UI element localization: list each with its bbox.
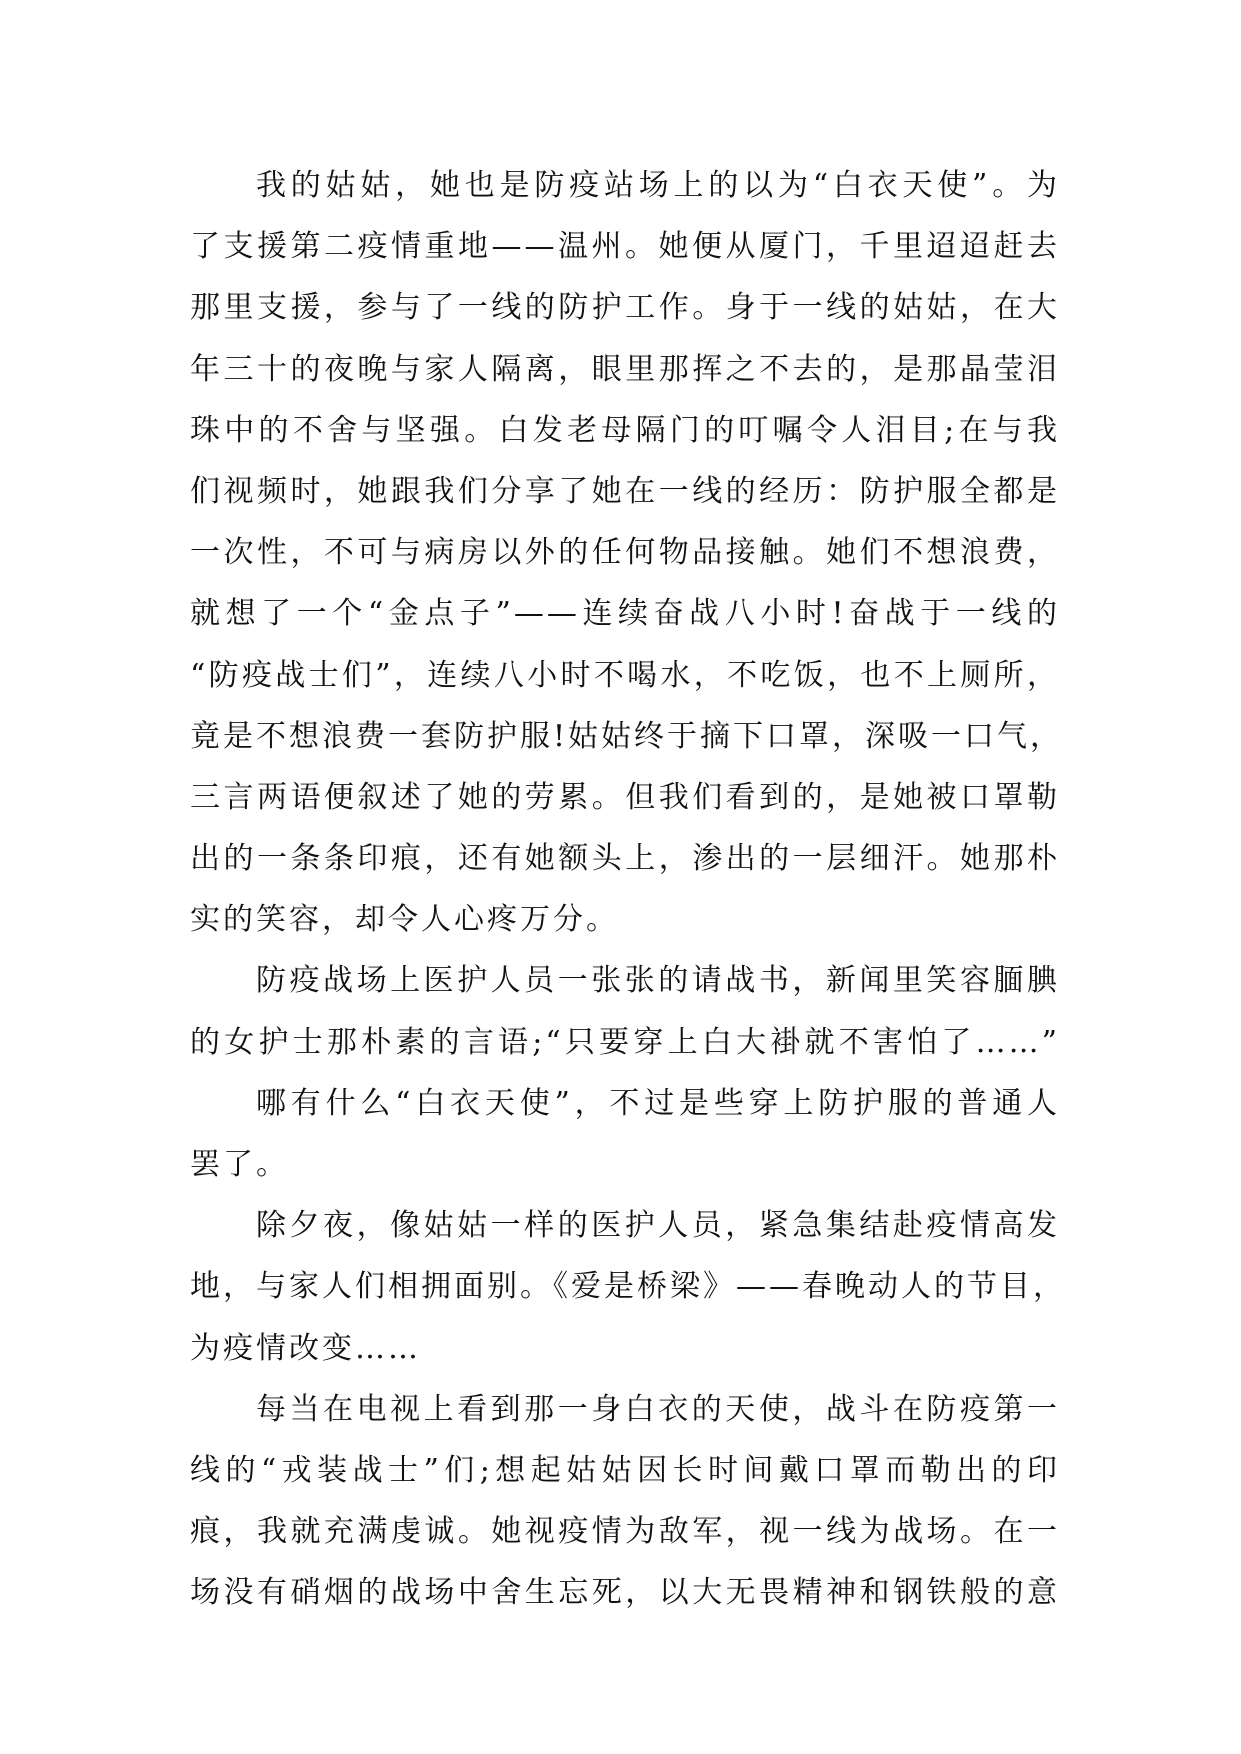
text-line: 出的一条条印痕，还有她额头上，渗出的一层细汗。她那朴	[190, 841, 1060, 877]
text-line: 们视频时，她跟我们分享了她在一线的经历：防护服全都是	[190, 473, 1060, 509]
text-line: 痕，我就充满虔诚。她视疫情为敌军，视一线为战场。在一	[190, 1514, 1060, 1550]
text-line: “防疫战士们”，连续八小时不喝水，不吃饭，也不上厕所，	[190, 657, 1060, 693]
text-line: 的女护士那朴素的言语;“只要穿上白大褂就不害怕了……”	[190, 1024, 1060, 1060]
text-line: 珠中的不舍与坚强。白发老母隔门的叮嘱令人泪目;在与我	[190, 412, 1060, 448]
text-line: 地，与家人们相拥面别。《爱是桥梁》——春晚动人的节目，	[190, 1269, 1066, 1305]
text-line: 一次性，不可与病房以外的任何物品接触。她们不想浪费，	[190, 535, 1060, 571]
text-line: 实的笑容，却令人心疼万分。	[190, 902, 619, 938]
text-line: 那里支援，参与了一线的防护工作。身于一线的姑姑，在大	[190, 290, 1060, 326]
text-line: 罢了。	[190, 1147, 289, 1182]
text-line: 每当在电视上看到那一身白衣的天使，战斗在防疫第一	[256, 1391, 1060, 1427]
text-line: 哪有什么“白衣天使”，不过是些穿上防护服的普通人	[256, 1085, 1060, 1121]
text-line: 除夕夜，像姑姑一样的医护人员，紧急集结赴疫情高发	[256, 1208, 1060, 1244]
text-line: 就想了一个“金点子”——连续奋战八小时!奋战于一线的	[190, 596, 1060, 632]
text-line: 我的姑姑，她也是防疫站场上的以为“白衣天使”。为	[256, 168, 1060, 203]
text-line: 为疫情改变……	[190, 1330, 421, 1366]
text-line: 防疫战场上医护人员一张张的请战书，新闻里笑容腼腆	[256, 963, 1060, 999]
text-line: 线的“戎装战士”们;想起姑姑因长时间戴口罩而勒出的印	[190, 1452, 1060, 1488]
text-line: 场没有硝烟的战场中舍生忘死，以大无畏精神和钢铁般的意	[190, 1575, 1060, 1611]
text-line: 了支援第二疫情重地——温州。她便从厦门，千里迢迢赶去	[190, 229, 1060, 265]
text-line: 三言两语便叙述了她的劳累。但我们看到的，是她被口罩勒	[190, 779, 1060, 815]
text-line: 竟是不想浪费一套防护服!姑姑终于摘下口罩，深吸一口气，	[190, 718, 1064, 754]
text-line: 年三十的夜晚与家人隔离，眼里那挥之不去的，是那晶莹泪	[190, 351, 1060, 387]
body-text	[190, 155, 1066, 1624]
